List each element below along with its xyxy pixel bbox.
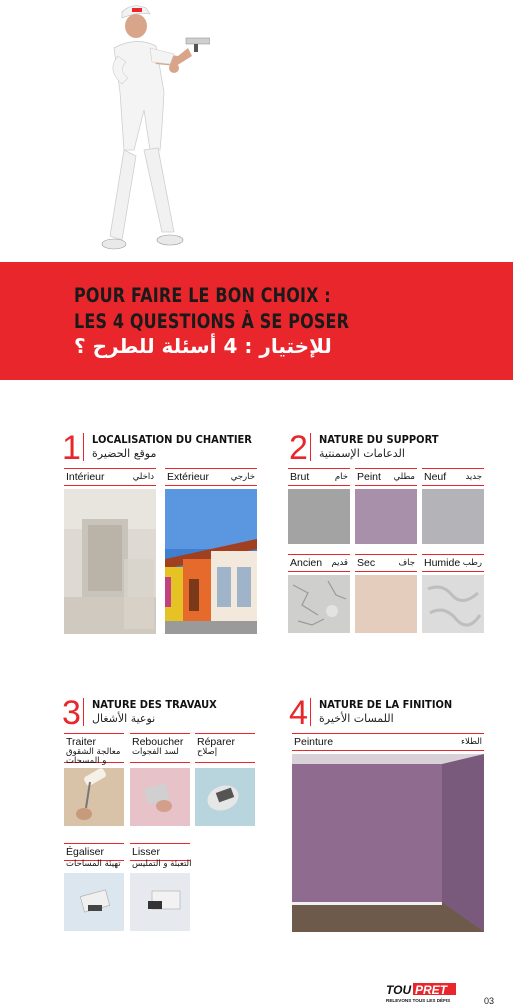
section-1-number: 1 <box>62 429 81 467</box>
egaliser-trowel-photo <box>64 873 124 931</box>
title-banner <box>0 262 513 380</box>
label-peint <box>355 468 417 486</box>
label-interieur-fr: Intérieur <box>66 471 105 483</box>
traiter-roller-photo <box>64 768 124 826</box>
label-traiter <box>64 733 124 766</box>
support-neuf-swatch <box>422 489 484 544</box>
svg-text:PRET: PRET <box>415 983 448 997</box>
label-egaliser-fr: Égaliser <box>66 846 104 858</box>
label-peinture-fr: Peinture <box>294 736 334 748</box>
section-2-divider <box>310 433 311 461</box>
support-peint-swatch <box>355 489 417 544</box>
toupret-logo <box>384 982 458 1004</box>
section-1-title-arabic: موقع الحضيرة <box>92 447 157 460</box>
label-sec-fr: Sec <box>357 557 376 569</box>
label-reboucher-fr: Reboucher <box>132 736 184 748</box>
label-lisser-ar: التعبئة و التمليس <box>132 859 192 869</box>
label-reboucher <box>130 733 190 763</box>
label-egaliser-ar: تهيئة المساحات <box>66 859 121 869</box>
section-1-title: LOCALISATION DU CHANTIER <box>92 433 252 446</box>
reparer-hand-photo <box>195 768 255 826</box>
banner-title-line1: POUR FAIRE LE BON CHOIX : <box>74 284 331 307</box>
label-brut-ar: خام <box>334 472 348 482</box>
section-3-title: NATURE DES TRAVAUX <box>92 698 217 711</box>
svg-text:TOU: TOU <box>386 983 412 997</box>
label-peinture-ar: الطلاء <box>461 737 482 747</box>
label-peinture <box>292 733 484 751</box>
label-brut <box>288 468 350 486</box>
support-brut-swatch <box>288 489 350 544</box>
label-neuf <box>422 468 484 486</box>
section-2-title-arabic: الدعامات الإسمنتية <box>319 447 405 460</box>
support-ancien-swatch <box>288 575 350 633</box>
section-3-title-arabic: نوعية الأشغال <box>92 712 156 725</box>
label-ancien-ar: قديم <box>331 558 348 568</box>
label-humide <box>422 554 484 572</box>
section-3-number: 3 <box>62 694 81 732</box>
section-2-number: 2 <box>289 429 308 467</box>
interior-room-photo <box>64 489 156 634</box>
label-humide-fr: Humide <box>424 557 461 569</box>
support-sec-swatch <box>355 575 417 633</box>
label-humide-ar: رطب <box>462 558 482 568</box>
label-neuf-fr: Neuf <box>424 471 447 483</box>
label-ancien-fr: Ancien <box>290 557 323 569</box>
section-1-divider <box>83 433 84 461</box>
section-4-title-arabic: اللمسات الأخيرة <box>319 712 394 725</box>
svg-text:RELEVONS TOUS LES DÉFIS: RELEVONS TOUS LES DÉFIS <box>386 998 451 1003</box>
label-peint-ar: مطلي <box>393 472 415 482</box>
label-interieur <box>64 468 156 486</box>
label-traiter-fr: Traiter <box>66 736 96 748</box>
label-ancien <box>288 554 350 572</box>
label-exterieur-fr: Extérieur <box>167 471 210 483</box>
label-peint-fr: Peint <box>357 471 381 483</box>
section-4-title: NATURE DE LA FINITION <box>319 698 453 711</box>
lisser-trowel-photo <box>130 873 190 931</box>
section-4-number: 4 <box>289 694 308 732</box>
support-humide-swatch <box>422 575 484 633</box>
label-lisser-fr: Lisser <box>132 846 161 858</box>
exterior-street-photo <box>165 489 257 634</box>
finition-room-photo <box>292 754 484 932</box>
label-reparer-fr: Réparer <box>197 736 235 748</box>
reboucher-knife-photo <box>130 768 190 826</box>
label-reparer-ar: إصلاح <box>197 747 218 757</box>
banner-title-arabic: للإختيار : 4 أسئلة للطرح ؟ <box>74 334 332 358</box>
label-reparer <box>195 733 255 763</box>
label-sec <box>355 554 417 572</box>
label-exterieur-ar: خارجي <box>230 472 255 482</box>
label-brut-fr: Brut <box>290 471 310 483</box>
section-2-title: NATURE DU SUPPORT <box>319 433 439 446</box>
section-4-divider <box>310 698 311 726</box>
label-traiter-ar: معالجة الشقوق و المسحات <box>66 747 121 766</box>
label-interieur-ar: داخلي <box>132 472 154 482</box>
label-exterieur <box>165 468 257 486</box>
label-sec-ar: جاف <box>398 558 415 568</box>
painter-figure <box>70 0 210 258</box>
banner-title-line2: LES 4 QUESTIONS À SE POSER <box>74 310 350 333</box>
section-3-divider <box>83 698 84 726</box>
label-neuf-ar: جديد <box>465 472 482 482</box>
label-reboucher-ar: لسد الفجوات <box>132 747 179 757</box>
page-number: 03 <box>484 996 495 1006</box>
